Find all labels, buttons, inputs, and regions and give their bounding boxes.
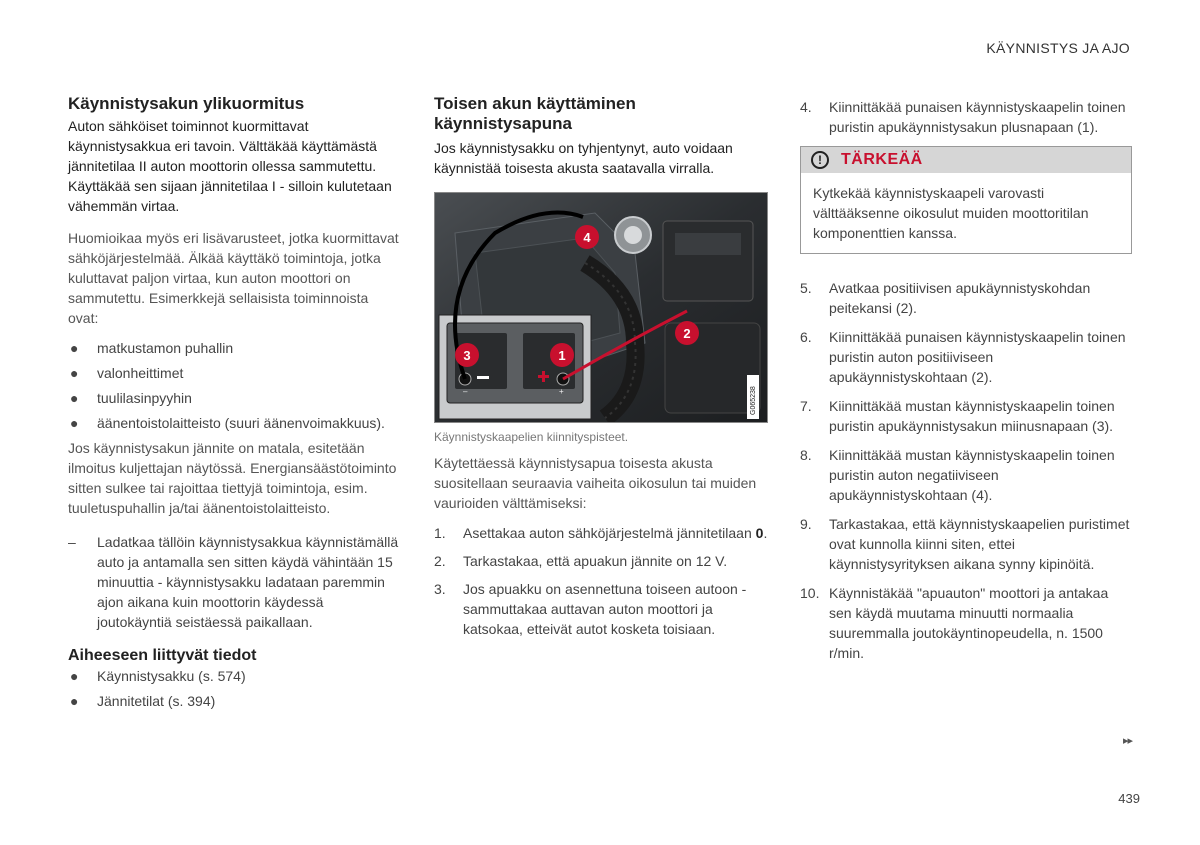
list-item: ● äänentoistolaitteisto (suuri äänenvoimakkuus). [70, 415, 385, 431]
overload-heading: Käynnistysakun ylikuormitus [68, 94, 305, 113]
callout-label: 4 [583, 230, 591, 245]
callout-1-marker [550, 343, 574, 367]
dash-icon: – [68, 534, 76, 550]
bullet-icon: ● [70, 365, 79, 381]
low-voltage-text: Jos käynnistysakun jännite on matala, esitetään ilmoitus kuljettajan näytössä. Energiansäästötoiminto sitten sulkee tai rajoittaa tiettyjä toimintoja, esim. tuuletuspuhallin ja/tai äänentoistolaitteisto. [68, 440, 397, 516]
column-middle [434, 94, 768, 647]
jumpstart-intro: Käytettäessä käynnistysapua toisesta akusta suositellaan seuraavia vaiheita oikosulun tai muiden vaurioiden välttämiseksi: [434, 455, 757, 511]
important-title: TÄRKEÄÄ [841, 151, 923, 168]
engine-bay-illustration [434, 192, 768, 423]
bullet-icon: ● [70, 415, 79, 431]
callout-2-marker [675, 321, 699, 345]
steps-list-1-3 [434, 523, 768, 639]
related-link[interactable]: ● Jännitetilat (s. 394) [70, 693, 216, 709]
list-item: 4. Kiinnittäkää punaisen käynnistyskaapelin toinen puristin apukäynnistysakun plusnapaan (1). [800, 99, 1126, 135]
column-left [68, 94, 400, 716]
svg-text:+: + [559, 387, 564, 396]
list-item: ● matkustamon puhallin [70, 340, 234, 356]
list-item: 5. Avatkaa positiivisen apukäynnistyskohdan peitekansi (2). [800, 280, 1091, 316]
bullet-icon: ● [70, 693, 79, 709]
column-right [800, 97, 1132, 672]
steps-list-5-10 [800, 278, 1132, 663]
list-item: 7. Kiinnittäkää mustan käynnistyskaapelin toinen puristin apukäynnistysakun miinusnapaan (3). [800, 398, 1115, 434]
section-header: KÄYNNISTYS JA AJO [986, 40, 1130, 56]
list-item: 9. Tarkastakaa, että käynnistyskaapelien puristimet ovat kunnolla kiinni siten, ettei käynnistysyrityksen aikana synny kipinöitä. [800, 516, 1130, 572]
list-item: 6. Kiinnittäkää punaisen käynnistyskaapelin toinen puristin auton positiiviseen apukäynnistyskohtaan (2). [800, 329, 1126, 385]
examples-list [68, 338, 400, 433]
bullet-icon: ● [70, 390, 79, 406]
important-text: Kytkekää käynnistyskaapeli varovasti välttääksenne oikosulut muiden moottoritilan komponenttien kanssa. [813, 185, 1089, 241]
page-number: 439 [1118, 791, 1140, 806]
important-header [801, 147, 1131, 173]
callout-label: 3 [463, 348, 471, 363]
callout-4-marker [575, 225, 599, 249]
callout-label: 1 [558, 348, 566, 363]
list-item: ● tuulilasinpyyhin [70, 390, 192, 406]
callout-label: 2 [683, 326, 691, 341]
related-list [68, 666, 400, 711]
image-code: G065238 [750, 386, 757, 415]
charge-instruction: – Ladatkaa tällöin käynnistysakkua käynnistämällä auto ja antamalla sen sitten käydä vähintään 15 minuuttia - käynnistysakku ladataan paremmin ajon aikana kuin moottorin käydessä joutokäyntiä seistäessä paikallaan. [68, 534, 399, 630]
steps-list-4 [800, 97, 1132, 137]
jumpstart-heading: Toisen akun käyttäminen käynnistysapuna [434, 94, 636, 133]
bullet-icon: ● [70, 340, 79, 356]
related-heading: Aiheeseen liittyvät tiedot [68, 647, 257, 664]
list-item: 10. Käynnistäkää "apuauton" moottori ja antakaa sen käydä muutama minuutti normaalia suuremmalla joutokäyntinopeudella, n. 1500 r/min. [800, 585, 1109, 661]
overload-lead: Auton sähköiset toiminnot kuormittavat käynnistysakkua eri tavoin. Välttäkää käyttämästä jännitetilaa II auton moottorin ollessa sammutettu. Käyttäkää sen sijaan jännitetilaa I - silloin kulutetaan vähemmän virtaa. [68, 118, 392, 214]
jumpstart-lead: Jos käynnistysakku on tyhjentynyt, auto voidaan käynnistää toisesta akusta saatavalla virralla. [434, 140, 733, 176]
list-item: ● valonheittimet [70, 365, 184, 381]
list-item: 2. Tarkastakaa, että apuakun jännite on 12 V. [434, 553, 728, 569]
svg-text:–: – [463, 387, 468, 396]
related-link[interactable]: ● Käynnistysakku (s. 574) [70, 668, 246, 684]
accessories-note: Huomioikaa myös eri lisävarusteet, jotka kuormittavat sähköjärjestelmää. Älkää käyttäkö toimintoja, jotka kuluttavat paljon virtaa, kun auton moottori on sammutettu. Esimerkkejä sellaisista toiminnoista ovat: [68, 230, 399, 326]
list-item: 8. Kiinnittäkää mustan käynnistyskaapelin toinen puristin auton negatiiviseen apukäynnistyskohtaan (4). [800, 447, 1115, 503]
callout-3-marker [455, 343, 479, 367]
list-item: 1. Asettakaa auton sähköjärjestelmä jännitetilaan 0. [434, 525, 768, 541]
continue-arrow-icon: ▸▸ [1122, 735, 1132, 747]
important-notice [800, 146, 1132, 254]
figure-caption: Käynnistyskaapelien kiinnityspisteet. [434, 430, 629, 444]
bullet-icon: ● [70, 668, 79, 684]
list-item: 3. Jos apuakku on asennettuna toiseen autoon - sammuttakaa auttavan auton moottori ja katsokaa, etteivät autot kosketa toisiaan. [434, 581, 747, 637]
warning-icon: ! [811, 151, 829, 169]
